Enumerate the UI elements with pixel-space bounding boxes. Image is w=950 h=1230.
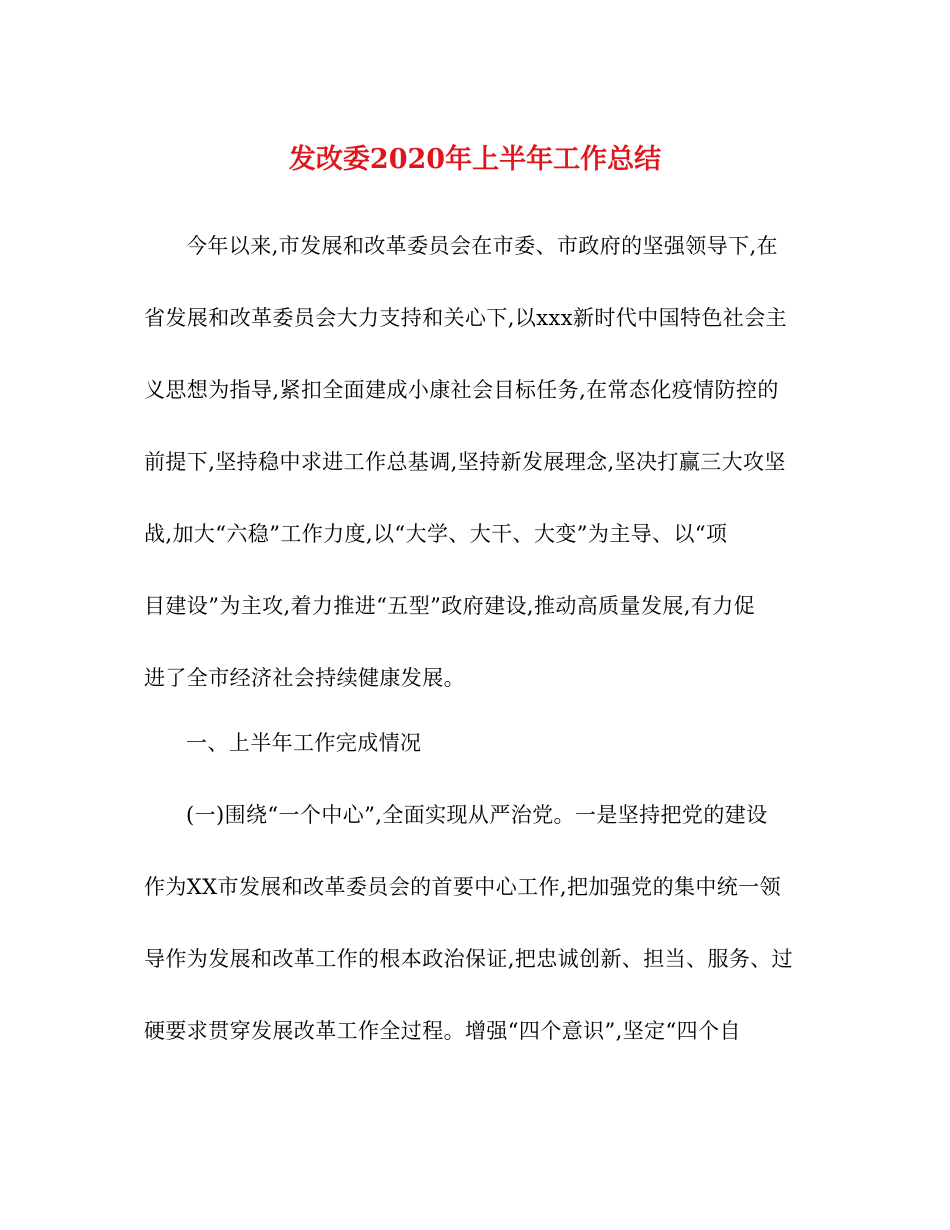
paragraph-2-line-3: 导作为发展和改革工作的根本政治保证,把忠诚创新、担当、服务、过 xyxy=(144,947,794,971)
document-title: 发改委2020年上半年工作总结 xyxy=(288,144,662,175)
paragraph-1-line-6: 目建设”为主攻,着力推进“五型”政府建设,推动高质量发展,有力促 xyxy=(144,594,756,618)
paragraph-1-line-7: 进了全市经济社会持续健康发展。 xyxy=(144,666,465,690)
paragraph-1-line-3: 义思想为指导,紧扣全面建成小康社会目标任务,在常态化疫情防控的 xyxy=(144,378,779,402)
paragraph-1-line-1: 今年以来,市发展和改革委员会在市委、市政府的坚强领导下,在 xyxy=(186,234,778,258)
paragraph-2-line-2: 作为XX市发展和改革委员会的首要中心工作,把加强党的集中统一领 xyxy=(144,875,781,899)
paragraph-1-line-4: 前提下,坚持稳中求进工作总基调,坚持新发展理念,坚决打赢三大攻坚 xyxy=(144,450,786,474)
paragraph-2-line-4: 硬要求贯穿发展改革工作全过程。增强“四个意识”,坚定“四个自 xyxy=(144,1019,741,1043)
paragraph-2-line-1: (一)围绕“一个中心”,全面实现从严治党。一是坚持把党的建设 xyxy=(186,803,768,827)
paragraph-1-line-2: 省发展和改革委员会大力支持和关心下,以xxx新时代中国特色社会主 xyxy=(144,306,788,330)
section-heading: 一、上半年工作完成情况 xyxy=(186,731,422,755)
paragraph-1-line-5: 战,加大“六稳”工作力度,以“大学、大干、大变”为主导、以“项 xyxy=(144,522,728,546)
